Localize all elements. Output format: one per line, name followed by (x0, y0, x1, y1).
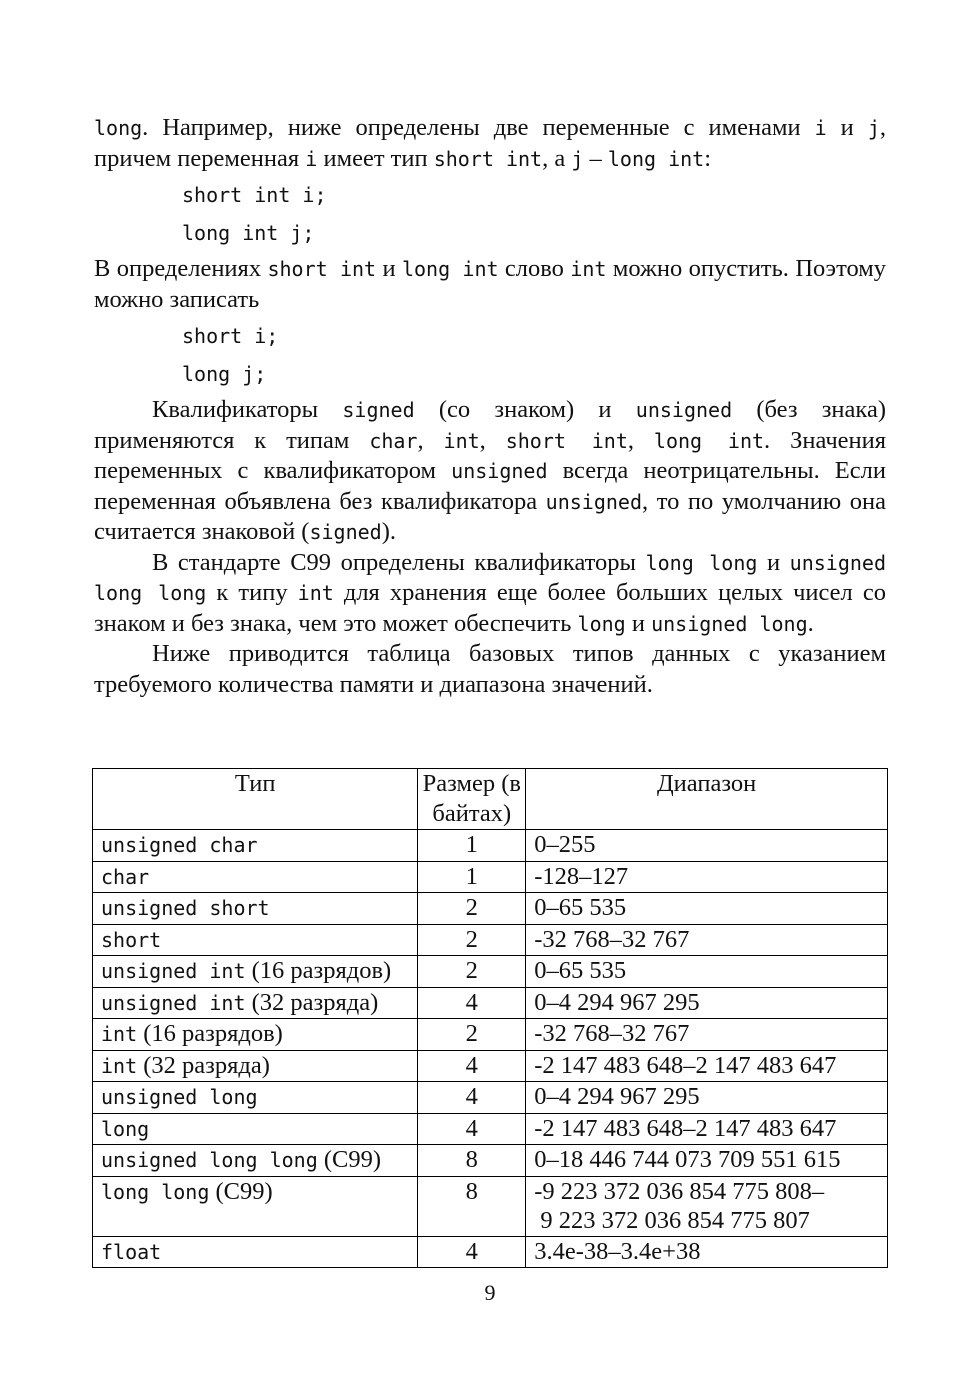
text-span: Квалификаторы (152, 396, 343, 423)
header-type: Тип (93, 769, 418, 830)
code-span: int (443, 428, 480, 453)
type-code: int (101, 1022, 138, 1046)
type-cell (93, 924, 418, 956)
code-span: long (94, 116, 143, 140)
type-note: (32 разряда) (137, 1051, 270, 1079)
size-cell: 4 (418, 1082, 526, 1114)
table-row (93, 1019, 888, 1051)
text-span: (без знака) применяются к типам (94, 396, 886, 454)
code-line: long j; (182, 362, 267, 386)
code-line: short int i; (182, 183, 327, 207)
code-span: int (570, 257, 607, 281)
text-span: можно опустить. Поэтому можно записать (94, 255, 886, 313)
type-code: unsigned long (101, 1085, 258, 1109)
size-cell: 4 (418, 1113, 526, 1145)
text-span: . Например, ниже определены две переменные с именами (142, 114, 815, 141)
text-span: – (583, 144, 608, 172)
range-cell: 0–255 (526, 830, 888, 862)
type-code: char (101, 864, 150, 889)
text-span: , (479, 426, 506, 454)
code-span: long int (401, 257, 499, 281)
page-body (94, 113, 886, 700)
range-cell: 0–4 294 967 295 (526, 987, 888, 1019)
text-span: и (625, 609, 652, 637)
text-span: , причем переменная (94, 114, 886, 172)
table-header-row (93, 769, 888, 830)
paragraph-2 (94, 254, 886, 315)
text-span: , (417, 426, 444, 454)
range-cell: -32 768–32 767 (526, 1019, 888, 1051)
type-code: unsigned short (101, 896, 270, 920)
size-cell: 1 (418, 830, 526, 862)
range-cell: 0–65 535 (526, 893, 888, 925)
type-note: (C99) (317, 1146, 382, 1173)
size-cell: 2 (418, 956, 526, 988)
code-span: unsigned (635, 398, 733, 422)
range-cell: -2 147 483 648–2 147 483 647 (526, 1113, 888, 1145)
size-cell: 4 (418, 987, 526, 1019)
type-code: float (101, 1239, 162, 1264)
type-cell (93, 1050, 418, 1082)
type-code: unsigned long long (101, 1148, 318, 1172)
code-span: unsigned (545, 489, 642, 514)
size-cell: 8 (418, 1176, 526, 1236)
table-row (93, 1236, 888, 1268)
type-cell (93, 1113, 418, 1145)
size-cell: 2 (418, 893, 526, 925)
range-cell: 0–65 535 (526, 956, 888, 988)
type-cell (93, 987, 418, 1019)
code-span: unsigned (451, 459, 548, 483)
range-cell: 0–18 446 744 073 709 551 615 (526, 1145, 888, 1177)
table-row (93, 830, 888, 862)
type-note: (16 разрядов) (137, 1020, 283, 1047)
type-code: short (101, 927, 162, 952)
table-row (93, 956, 888, 988)
code-span: char (369, 428, 418, 453)
table-row (93, 987, 888, 1019)
text-span: для хранения еще более больших целых чисел со знаком и без знака, чем это может обеспечить (94, 579, 886, 637)
type-code: int (101, 1053, 138, 1078)
code-span: unsigned long (651, 611, 808, 636)
code-span: long int (653, 428, 765, 453)
types-table (92, 768, 888, 1268)
table-row (93, 924, 888, 956)
text-span: слово (498, 255, 571, 282)
page-number: 9 (484, 1280, 496, 1305)
text-span: В определениях (94, 255, 268, 282)
code-span: signed (342, 398, 415, 422)
type-cell (93, 861, 418, 893)
code-span: long int (607, 146, 705, 171)
size-cell: 8 (418, 1145, 526, 1177)
text-span: к типу (206, 579, 298, 606)
code-block-2 (94, 315, 886, 395)
type-cell (93, 1236, 418, 1268)
text-span: . Значения переменных с квалификатором (94, 426, 887, 484)
range-cell: -128–127 (526, 861, 888, 893)
text-span: (со знаком) и (414, 396, 636, 423)
type-note: (C99) (209, 1177, 273, 1205)
type-cell (93, 893, 418, 925)
type-code: long long (101, 1179, 210, 1204)
paragraph-5: Ниже приводится таблица базовых типов данных с указанием требуемого количества памяти и диапазона значений. (94, 640, 886, 698)
type-cell (93, 1145, 418, 1177)
type-cell (93, 830, 418, 862)
size-cell: 2 (418, 1019, 526, 1051)
type-code: unsigned int (101, 990, 246, 1015)
code-span: i (305, 146, 318, 171)
size-cell: 4 (418, 1050, 526, 1082)
text-span: , (627, 426, 654, 454)
table-row (93, 1113, 888, 1145)
range-cell (526, 1176, 888, 1236)
text-span: . (807, 609, 814, 637)
table-row (93, 1145, 888, 1177)
text-span: и (757, 548, 790, 576)
intro-paragraph (94, 113, 886, 174)
code-line: long int j; (182, 221, 315, 245)
range-cell: 0–4 294 967 295 (526, 1082, 888, 1114)
code-span: short int (433, 146, 543, 171)
table-row (93, 1176, 888, 1236)
text-span: и (826, 114, 868, 141)
range-cell: -2 147 483 648–2 147 483 647 (526, 1050, 888, 1082)
type-code: unsigned char (101, 833, 258, 857)
code-span: j (867, 116, 880, 140)
text-span: В стандарте C99 определены квалификаторы (152, 548, 646, 576)
range-cell: 3.4e-38–3.4e+38 (526, 1236, 888, 1268)
table-row (93, 893, 888, 925)
type-note: (32 разряда) (245, 988, 379, 1016)
code-span: i (814, 116, 827, 140)
table-row (93, 1050, 888, 1082)
type-note: (16 разрядов) (245, 957, 392, 984)
type-cell (93, 956, 418, 988)
code-block-1 (94, 174, 886, 254)
text-span: всегда неотрицательны. Если переменная объявлена без квалификатора (94, 457, 886, 515)
text-span: ). (381, 518, 397, 545)
size-cell: 1 (418, 861, 526, 893)
text-span: , а (542, 144, 572, 172)
paragraph-3 (94, 395, 886, 548)
code-span: long long (645, 550, 758, 575)
header-size: Размер (в байтах) (418, 769, 526, 830)
text-span: и (376, 255, 402, 282)
code-span: j (571, 146, 584, 171)
code-span: long (577, 611, 626, 636)
table-row (93, 861, 888, 893)
size-cell: 4 (418, 1236, 526, 1268)
type-code: unsigned int (101, 959, 246, 983)
paragraph-4 (94, 548, 886, 640)
code-span: signed (309, 520, 382, 544)
text-span: , то по умолчанию она считается знаковой ( (94, 487, 886, 545)
range-cell: -32 768–32 767 (526, 924, 888, 956)
text-span: имеет тип (317, 144, 434, 172)
type-code: long (101, 1116, 150, 1141)
code-span: int (297, 581, 334, 605)
type-cell (93, 1082, 418, 1114)
range-line: 9 223 372 036 854 775 807 (534, 1207, 810, 1234)
type-cell (93, 1176, 418, 1236)
table-row (93, 1082, 888, 1114)
header-range: Диапазон (526, 769, 888, 830)
text-span: : (704, 144, 712, 172)
code-span: short int (505, 428, 628, 453)
type-cell (93, 1019, 418, 1051)
range-line: -9 223 372 036 854 775 808– (534, 1177, 825, 1205)
code-span: short int (267, 257, 377, 281)
code-line: short i; (182, 324, 279, 348)
size-cell: 2 (418, 924, 526, 956)
code-span: unsigned long long (94, 550, 886, 605)
